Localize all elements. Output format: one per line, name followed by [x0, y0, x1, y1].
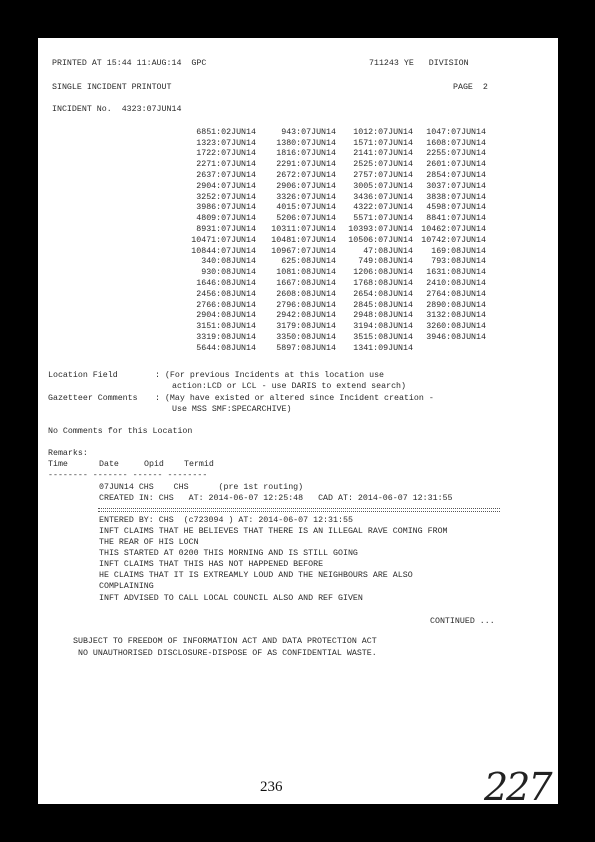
incident-ref: 5897:08JUN14: [276, 343, 336, 353]
incident-ref: 3194:08JUN14: [353, 322, 413, 332]
incident-ref: 10311:07JUN14: [271, 225, 336, 235]
incident-ref: 6851:02JUN14: [196, 127, 256, 137]
gazetteer-text-1: : (May have existed or altered since Incident creation -: [155, 394, 434, 403]
incident-ref: 4322:07JUN14: [353, 203, 413, 213]
incident-ref: 3515:08JUN14: [353, 333, 413, 343]
incident-row: [188, 213, 486, 224]
incident-ref: 2757:07JUN14: [353, 171, 413, 181]
foi-notice: SUBJECT TO FREEDOM OF INFORMATION ACT AND DATA PROTECTION ACT: [73, 637, 377, 646]
incident-ref: 10471:07JUN14: [191, 235, 256, 245]
incident-ref: 1608:07JUN14: [426, 138, 486, 148]
incident-ref: 1206:08JUN14: [353, 268, 413, 278]
incident-ref: 2654:08JUN14: [353, 289, 413, 299]
incident-ref: 2764:08JUN14: [426, 289, 486, 299]
incident-ref: 340:08JUN14: [201, 257, 256, 267]
remarks-label: Remarks:: [48, 449, 88, 458]
incident-ref: 10393:07JUN14: [348, 225, 413, 235]
incident-ref: 1646:08JUN14: [196, 279, 256, 289]
incident-ref: 4809:07JUN14: [196, 214, 256, 224]
incident-ref: 3350:08JUN14: [276, 333, 336, 343]
remark-line: THE REAR OF HIS LOCN: [99, 538, 199, 547]
incident-ref: 3986:07JUN14: [196, 203, 256, 213]
incident-ref: 1816:07JUN14: [276, 149, 336, 159]
incident-row: [188, 278, 486, 289]
incident-row: [188, 170, 486, 181]
column-termid: Termid: [184, 460, 214, 469]
incident-row: [188, 235, 486, 246]
incident-ref: 1341:09JUN14: [353, 343, 413, 353]
column-dashes: -------- ------- ------ --------: [48, 471, 208, 480]
incident-row: [188, 181, 486, 192]
incident-ref: 625:08JUN14: [281, 257, 336, 267]
incident-ref: 3005:07JUN14: [353, 181, 413, 191]
incident-row: [188, 321, 486, 332]
incident-ref: 2672:07JUN14: [276, 171, 336, 181]
incident-ref: 2904:07JUN14: [196, 181, 256, 191]
page-number: 236: [260, 779, 283, 795]
remark-line: COMPLAINING: [99, 582, 154, 591]
incident-row: [188, 192, 486, 203]
incident-ref: 10742:07JUN14: [421, 235, 486, 245]
incident-ref: 2255:07JUN14: [426, 149, 486, 159]
incident-row: [188, 159, 486, 170]
incident-row: [188, 343, 486, 354]
incident-ref: 3037:07JUN14: [426, 181, 486, 191]
column-date: Date: [99, 460, 119, 469]
incident-ref: 2637:07JUN14: [196, 171, 256, 181]
incident-row: [188, 224, 486, 235]
header-row-1: [52, 60, 502, 72]
incident-ref: [413, 343, 486, 354]
incident-ref: 2456:08JUN14: [196, 289, 256, 299]
incident-ref: 3319:08JUN14: [196, 333, 256, 343]
incident-row: [188, 267, 486, 278]
gazetteer-text-2: Use MSS SMF:SPECARCHIVE): [172, 405, 292, 414]
incident-ref: 4015:07JUN14: [276, 203, 336, 213]
separator-rule: [98, 508, 500, 509]
location-field-text-1: : (For previous Incidents at this location use: [155, 371, 385, 380]
incident-ref: 10844:07JUN14: [191, 246, 256, 256]
incident-ref: 2942:08JUN14: [276, 311, 336, 321]
incident-ref: 3436:07JUN14: [353, 192, 413, 202]
incident-row: [188, 203, 486, 214]
printout-title: SINGLE INCIDENT PRINTOUT: [52, 83, 172, 92]
incident-ref: 2890:08JUN14: [426, 300, 486, 310]
incident-row: [188, 311, 486, 322]
incident-ref: 793:08JUN14: [431, 257, 486, 267]
remark-line: INFT ADVISED TO CALL LOCAL COUNCIL ALSO AND REF GIVEN: [99, 594, 363, 603]
incident-number: INCIDENT No. 4323:07JUN14: [52, 105, 182, 114]
incident-ref: 930:08JUN14: [201, 268, 256, 278]
incident-ref: 749:08JUN14: [358, 257, 413, 267]
incident-ref: 1722:07JUN14: [196, 149, 256, 159]
related-incidents-table: [188, 127, 486, 354]
no-comments-text: No Comments for this Location: [48, 427, 193, 436]
remark-line: THIS STARTED AT 0200 THIS MORNING AND IS STILL GOING: [99, 549, 358, 558]
incident-ref: 8841:07JUN14: [426, 214, 486, 224]
incident-ref: 2766:08JUN14: [196, 300, 256, 310]
gazetteer-label: Gazetteer Comments: [48, 394, 138, 403]
document-page: [38, 38, 558, 804]
location-field-text-2: action:LCD or LCL - use DARIS to extend search): [172, 382, 407, 391]
incident-ref: 3838:07JUN14: [426, 192, 486, 202]
incident-ref: 2948:08JUN14: [353, 311, 413, 321]
incident-row: [188, 149, 486, 160]
division: 711243 YE DIVISION: [369, 59, 469, 68]
incident-ref: 1667:08JUN14: [276, 279, 336, 289]
continued-label: CONTINUED ...: [430, 617, 495, 626]
incident-ref: 1631:08JUN14: [426, 268, 486, 278]
incident-ref: 3946:08JUN14: [426, 333, 486, 343]
created-line: CREATED IN: CHS AT: 2014-06-07 12:25:48 CAD AT: 2014-06-07 12:31:55: [99, 494, 453, 503]
remark-line: INFT CLAIMS THAT HE BELIEVES THAT THERE IS AN ILLEGAL RAVE COMING FROM: [99, 527, 448, 536]
incident-ref: 2601:07JUN14: [426, 160, 486, 170]
separator-rule: [98, 511, 500, 512]
incident-row: [188, 332, 486, 343]
incident-ref: 2904:08JUN14: [196, 311, 256, 321]
location-field-label: Location Field: [48, 371, 118, 380]
incident-ref: 2525:07JUN14: [353, 160, 413, 170]
incident-ref: 3179:08JUN14: [276, 322, 336, 332]
incident-ref: 943:07JUN14: [281, 127, 336, 137]
incident-ref: 10967:07JUN14: [271, 246, 336, 256]
column-time: Time: [48, 460, 68, 469]
incident-ref: 10462:07JUN14: [421, 225, 486, 235]
printed-at: PRINTED AT 15:44 11:AUG:14 GPC: [52, 59, 207, 68]
incident-ref: 10506:07JUN14: [348, 235, 413, 245]
incident-ref: 169:08JUN14: [431, 246, 486, 256]
incident-ref: 3260:08JUN14: [426, 322, 486, 332]
incident-ref: 2854:07JUN14: [426, 171, 486, 181]
incident-ref: 2906:07JUN14: [276, 181, 336, 191]
incident-ref: 1081:08JUN14: [276, 268, 336, 278]
page-label: PAGE 2: [453, 83, 488, 92]
incident-row: [188, 127, 486, 138]
incident-row: [188, 138, 486, 149]
incident-ref: 1323:07JUN14: [196, 138, 256, 148]
entered-line: ENTERED BY: CHS (c723094 ) AT: 2014-06-07 12:31:55: [99, 516, 353, 525]
incident-ref: 8931:07JUN14: [196, 225, 256, 235]
incident-ref: 3151:08JUN14: [196, 322, 256, 332]
incident-ref: 1380:07JUN14: [276, 138, 336, 148]
incident-ref: 5644:08JUN14: [196, 343, 256, 353]
remark-line: INFT CLAIMS THAT THIS HAS NOT HAPPENED BEFORE: [99, 560, 324, 569]
incident-ref: 1768:08JUN14: [353, 279, 413, 289]
handwritten-page-number: 227: [484, 765, 551, 804]
incident-row: [188, 246, 486, 257]
incident-row: [188, 289, 486, 300]
incident-ref: 2845:08JUN14: [353, 300, 413, 310]
incident-ref: 5206:07JUN14: [276, 214, 336, 224]
incident-row: [188, 300, 486, 311]
incident-ref: 47:08JUN14: [363, 246, 413, 256]
incident-ref: 3132:08JUN14: [426, 311, 486, 321]
incident-ref: 1571:07JUN14: [353, 138, 413, 148]
incident-ref: 3326:07JUN14: [276, 192, 336, 202]
incident-ref: 10481:07JUN14: [271, 235, 336, 245]
incident-ref: 2141:07JUN14: [353, 149, 413, 159]
header-row-3: [52, 106, 502, 118]
column-opid: Opid: [144, 460, 164, 469]
incident-ref: 2291:07JUN14: [276, 160, 336, 170]
incident-ref: 1047:07JUN14: [426, 127, 486, 137]
incident-row: [188, 257, 486, 268]
incident-ref: 2608:08JUN14: [276, 289, 336, 299]
incident-ref: 2271:07JUN14: [196, 160, 256, 170]
remark-line: HE CLAIMS THAT IT IS EXTREAMLY LOUD AND THE NEIGHBOURS ARE ALSO: [99, 571, 413, 580]
incident-ref: 2796:08JUN14: [276, 300, 336, 310]
header-row-2: [52, 84, 502, 96]
routing-line: 07JUN14 CHS CHS (pre 1st routing): [99, 483, 304, 492]
incident-ref: 3252:07JUN14: [196, 192, 256, 202]
incident-ref: 1012:07JUN14: [353, 127, 413, 137]
disposal-notice: NO UNAUTHORISED DISCLOSURE-DISPOSE OF AS CONFIDENTIAL WASTE.: [78, 649, 377, 658]
incident-ref: 5571:07JUN14: [353, 214, 413, 224]
incident-ref: 4598:07JUN14: [426, 203, 486, 213]
incident-ref: 2410:08JUN14: [426, 279, 486, 289]
